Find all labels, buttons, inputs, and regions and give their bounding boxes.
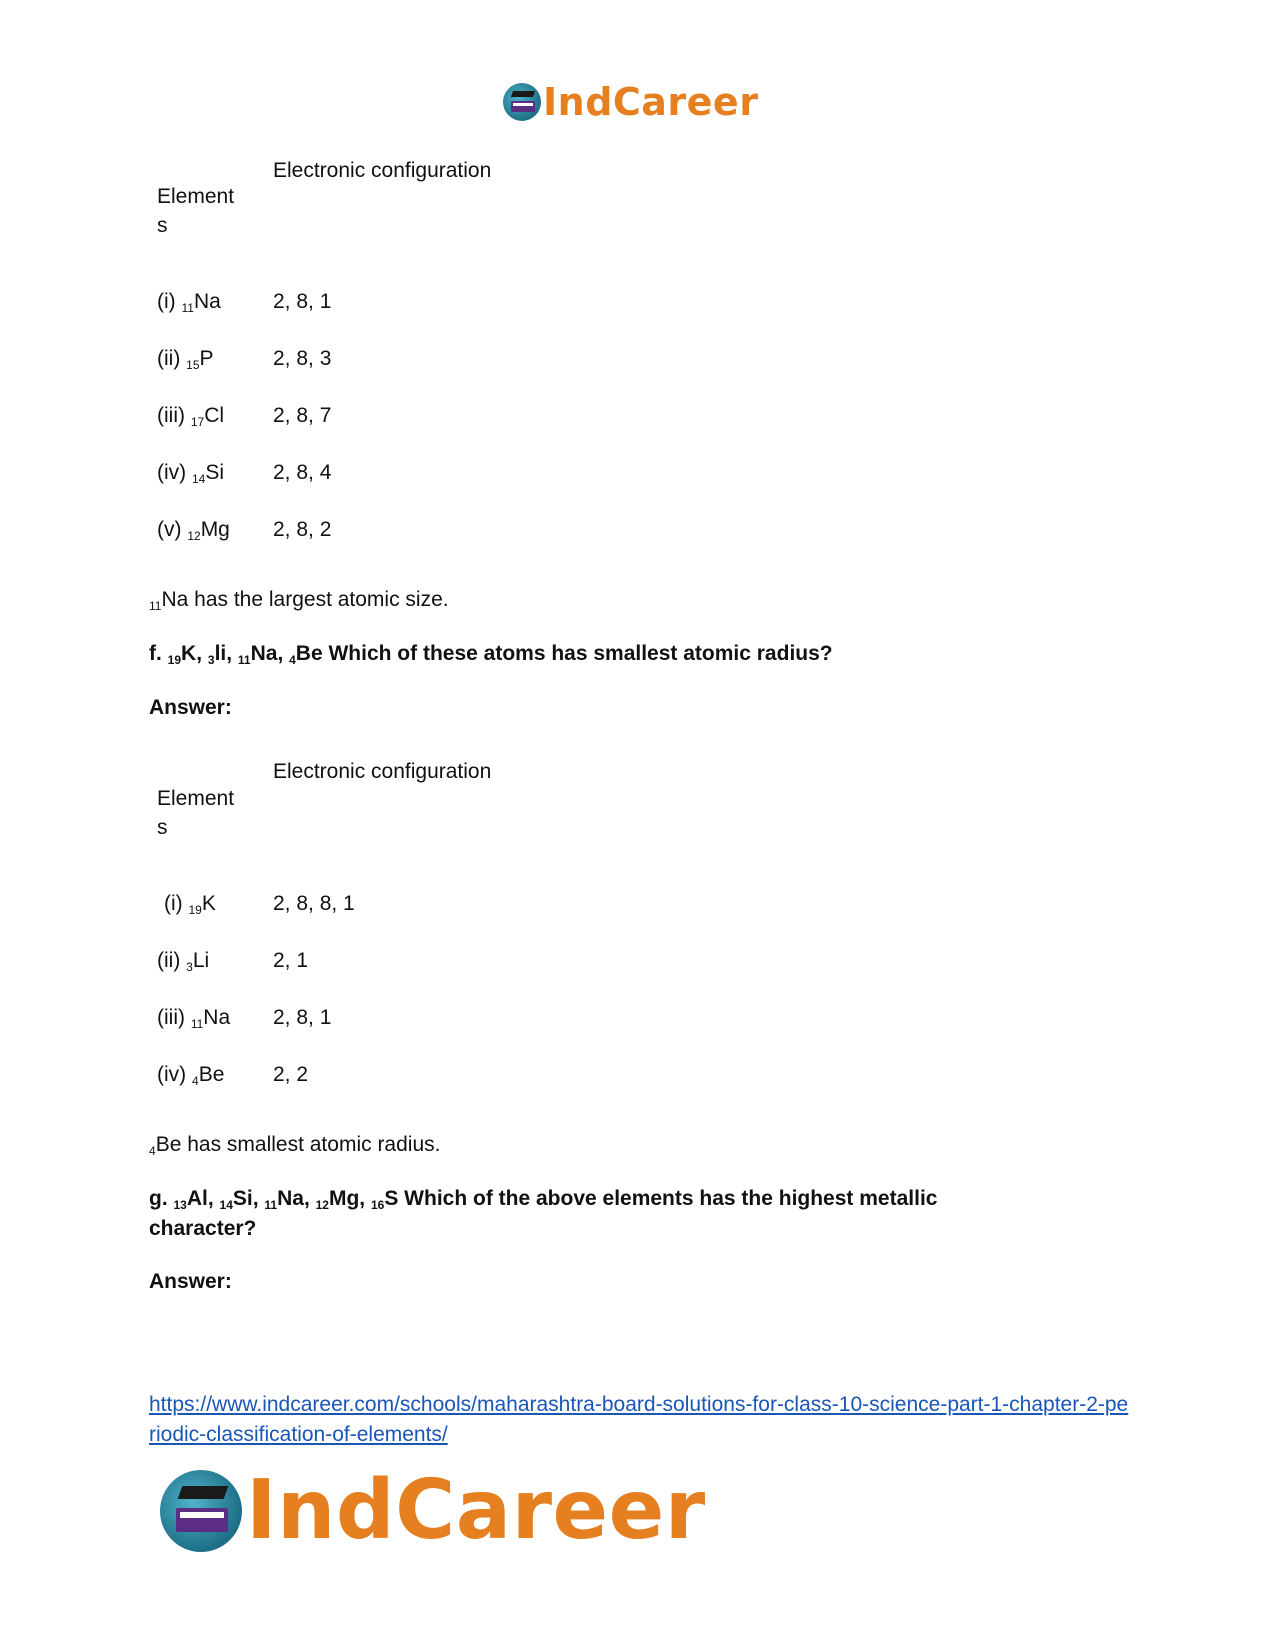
table2-row-config: 2, 1 [273,949,309,972]
table1-row-element: (i) $_{11}$Na [157,290,221,315]
table2-row-element: (ii) $_3$Li [157,949,210,974]
question-g: g. $_{13}$Al, $_{14}$Si, $_{11}$Na, $_{12}$Mg, $_{16}$S Which of the above elements has the highest metallic [149,1187,938,1212]
table1-header-col2: Electronic configuration [273,159,492,182]
table2-row-element: (iii) $_{11}$Na [157,1006,231,1031]
table2-row-element: (iv) $_4$Be [157,1063,225,1088]
table2-header-col2: Electronic configuration [273,760,492,783]
table1-row-config: 2, 8, 7 [273,404,332,427]
table1-row-element: (iii) $_{17}$Cl [157,404,225,429]
conclusion-largest-size: $_{11}$Na has the largest atomic size. [149,588,449,613]
table2-row-config: 2, 8, 1 [273,1006,332,1029]
table1-header-col1: Element s [157,185,235,237]
indcareer-logo-bottom [160,1463,706,1558]
table1-row-element: (iv) $_{14}$Si [157,461,225,486]
table1-row-config: 2, 8, 4 [273,461,332,484]
graduation-book-icon [160,1470,242,1552]
table1-row-config: 2, 8, 3 [273,347,332,370]
table2-row-element: (i) $_{19}$K [164,892,216,917]
table1-row-element: (v) $_{12}$Mg [157,518,230,543]
table1-row-element: (ii) $_{15}$P [157,347,214,372]
question-f: f. $_{19}$K, $_3$li, $_{11}$Na, $_4$Be Which of these atoms has smallest atomic radius? [149,642,833,667]
answer-label: Answer: [149,1270,232,1293]
brand-wordmark: IndCareer [246,1463,706,1558]
indcareer-logo-top [503,80,759,124]
table1-row-config: 2, 8, 1 [273,290,332,313]
table2-row-config: 2, 8, 8, 1 [273,892,355,915]
table2-row-config: 2, 2 [273,1063,309,1086]
graduation-book-icon [503,83,541,121]
table1-row-config: 2, 8, 2 [273,518,332,541]
table2-header-col1: Element s [157,787,235,839]
brand-wordmark: IndCareer [543,80,759,124]
answer-label: Answer: [149,696,232,719]
source-url-link[interactable]: https://www.indcareer.com/schools/maharashtra-board-solutions-for-class-10-science-part-1-chapter-2-periodic-classification-of-elements/ [149,1393,1129,1446]
question-g-line2: character? [149,1217,257,1240]
conclusion-smallest-radius: $_4$Be has smallest atomic radius. [149,1133,441,1158]
